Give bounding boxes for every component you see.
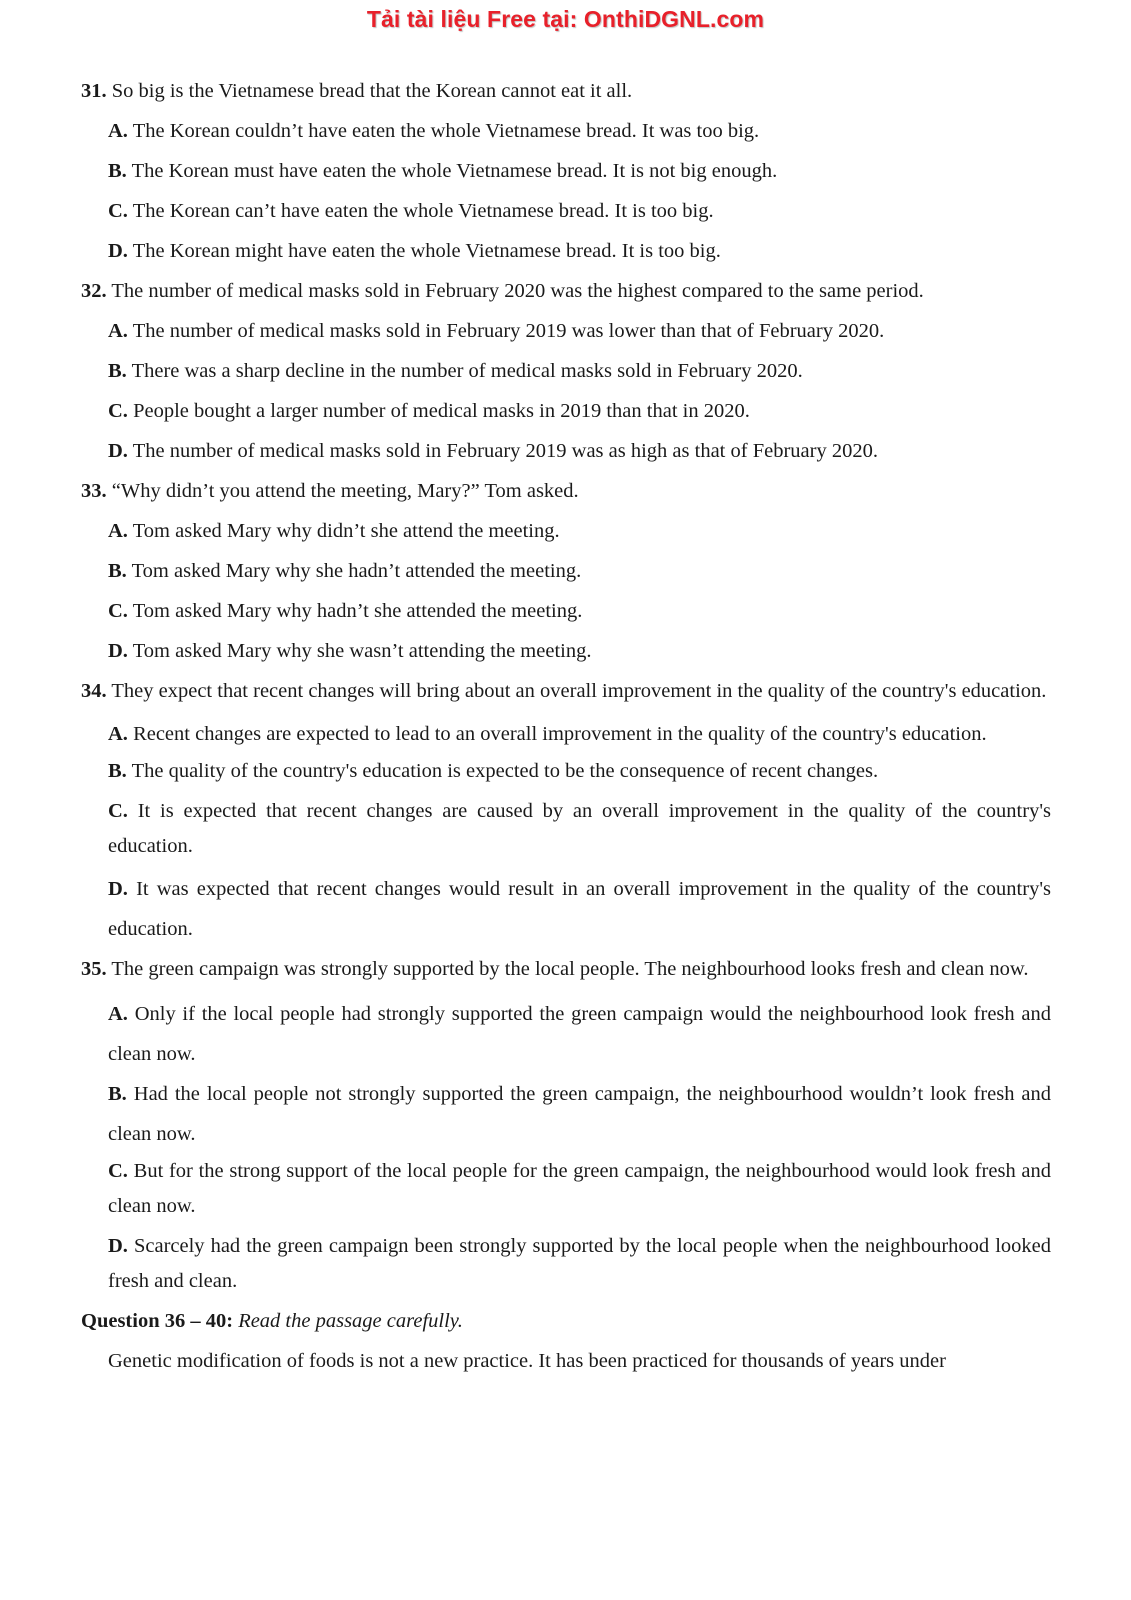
option-label: B. [108,160,127,182]
option-label: C. [108,400,128,422]
option-text: The number of medical masks sold in February 2019 was as high as that of February 2020. [132,440,878,462]
option-label: B. [108,1083,127,1105]
option-31-b [108,154,1051,189]
option-34-c [108,794,1051,864]
document-body [81,74,1051,1379]
option-text: But for the strong support of the local people for the green campaign, the neighbourhood would look fresh and clean now. [108,1160,1052,1217]
option-text: The Korean must have eaten the whole Vietnamese bread. It is not big enough. [131,160,778,182]
option-text: Tom asked Mary why hadn’t she attended the meeting. [132,600,583,622]
option-35-b [108,1074,1051,1154]
site-header: Tải tài liệu Free tại: OnthiDGNL.com [366,6,765,32]
question-number: 34. [81,680,107,702]
option-text: It is expected that recent changes are caused by an overall improvement in the quality of the country's education. [108,800,1051,857]
option-label: C. [108,800,128,822]
option-35-a [108,994,1051,1074]
question-32 [81,274,1051,309]
option-34-b [108,754,1051,789]
option-text: The Korean might have eaten the whole Vietnamese bread. It is too big. [132,240,721,262]
option-text: Scarcely had the green campaign been strongly supported by the local people when the neighbourhood looked fresh and clean. [108,1235,1051,1292]
option-text: Recent changes are expected to lead to an overall improvement in the quality of the country's education. [133,723,987,745]
option-33-d [108,634,1051,669]
question-35 [81,949,1051,989]
option-label: C. [108,200,128,222]
option-text: The number of medical masks sold in February 2019 was lower than that of February 2020. [132,320,885,342]
option-32-d [108,434,1051,469]
option-label: A. [108,520,128,542]
option-32-a [108,314,1051,349]
question-number: 33. [81,480,107,502]
option-label: D. [108,240,128,262]
question-stem: “Why didn’t you attend the meeting, Mary?” Tom asked. [111,480,579,502]
option-text: Tom asked Mary why she wasn’t attending the meeting. [132,640,592,662]
option-label: D. [108,878,128,900]
option-text: The Korean couldn’t have eaten the whole Vietnamese bread. It was too big. [132,120,760,142]
question-33 [81,474,1051,509]
option-35-d [108,1229,1051,1299]
option-text: The Korean can’t have eaten the whole Vietnamese bread. It is too big. [132,200,714,222]
option-34-a [108,714,1051,754]
option-31-d [108,234,1051,269]
option-33-a [108,514,1051,549]
option-label: C. [108,1160,128,1182]
option-text: Tom asked Mary why she hadn’t attended the meeting. [131,560,582,582]
option-text: People bought a larger number of medical masks in 2019 than that in 2020. [133,400,750,422]
question-stem: They expect that recent changes will bring about an overall improvement in the quality of the country's education. [111,680,1047,702]
option-label: A. [108,320,128,342]
option-label: D. [108,1235,128,1257]
option-text: The quality of the country's education is expected to be the consequence of recent changes. [131,760,879,782]
passage-text: Genetic modification of foods is not a new practice. It has been practiced for thousands of years under [108,1350,946,1372]
option-label: D. [108,640,128,662]
question-stem: So big is the Vietnamese bread that the Korean cannot eat it all. [111,80,633,102]
option-33-b [108,554,1051,589]
option-label: A. [108,120,128,142]
option-text: Tom asked Mary why didn’t she attend the meeting. [132,520,560,542]
option-label: C. [108,600,128,622]
option-label: B. [108,560,127,582]
option-text: There was a sharp decline in the number of medical masks sold in February 2020. [131,360,803,382]
option-31-c [108,194,1051,229]
option-32-c [108,394,1051,429]
option-35-c [108,1154,1051,1224]
question-number: 31. [81,80,107,102]
option-text: It was expected that recent changes would result in an overall improvement in the quality of the country's education. [108,878,1052,940]
option-text: Had the local people not strongly supported the green campaign, the neighbourhood wouldn’t look fresh and clean now. [108,1083,1052,1145]
question-number: 32. [81,280,107,302]
question-31 [81,74,1051,109]
option-34-d [108,869,1051,949]
option-label: A. [108,1003,128,1025]
section-instruction: Read the passage carefully. [238,1310,463,1332]
question-stem: The green campaign was strongly supported by the local people. The neighbourhood looks fresh and clean now. [111,958,1029,980]
option-text: Only if the local people had strongly supported the green campaign would the neighbourhood look fresh and clean now. [108,1003,1052,1065]
option-32-b [108,354,1051,389]
question-34 [81,674,1051,709]
option-label: D. [108,440,128,462]
question-number: 35. [81,958,107,980]
section-title: Question 36 – 40: [81,1310,234,1332]
option-label: B. [108,360,127,382]
question-stem: The number of medical masks sold in February 2020 was the highest compared to the same period. [111,280,924,302]
option-33-c [108,594,1051,629]
option-label: B. [108,760,127,782]
section-heading [81,1304,1051,1339]
option-31-a [108,114,1051,149]
option-label: A. [108,723,128,745]
